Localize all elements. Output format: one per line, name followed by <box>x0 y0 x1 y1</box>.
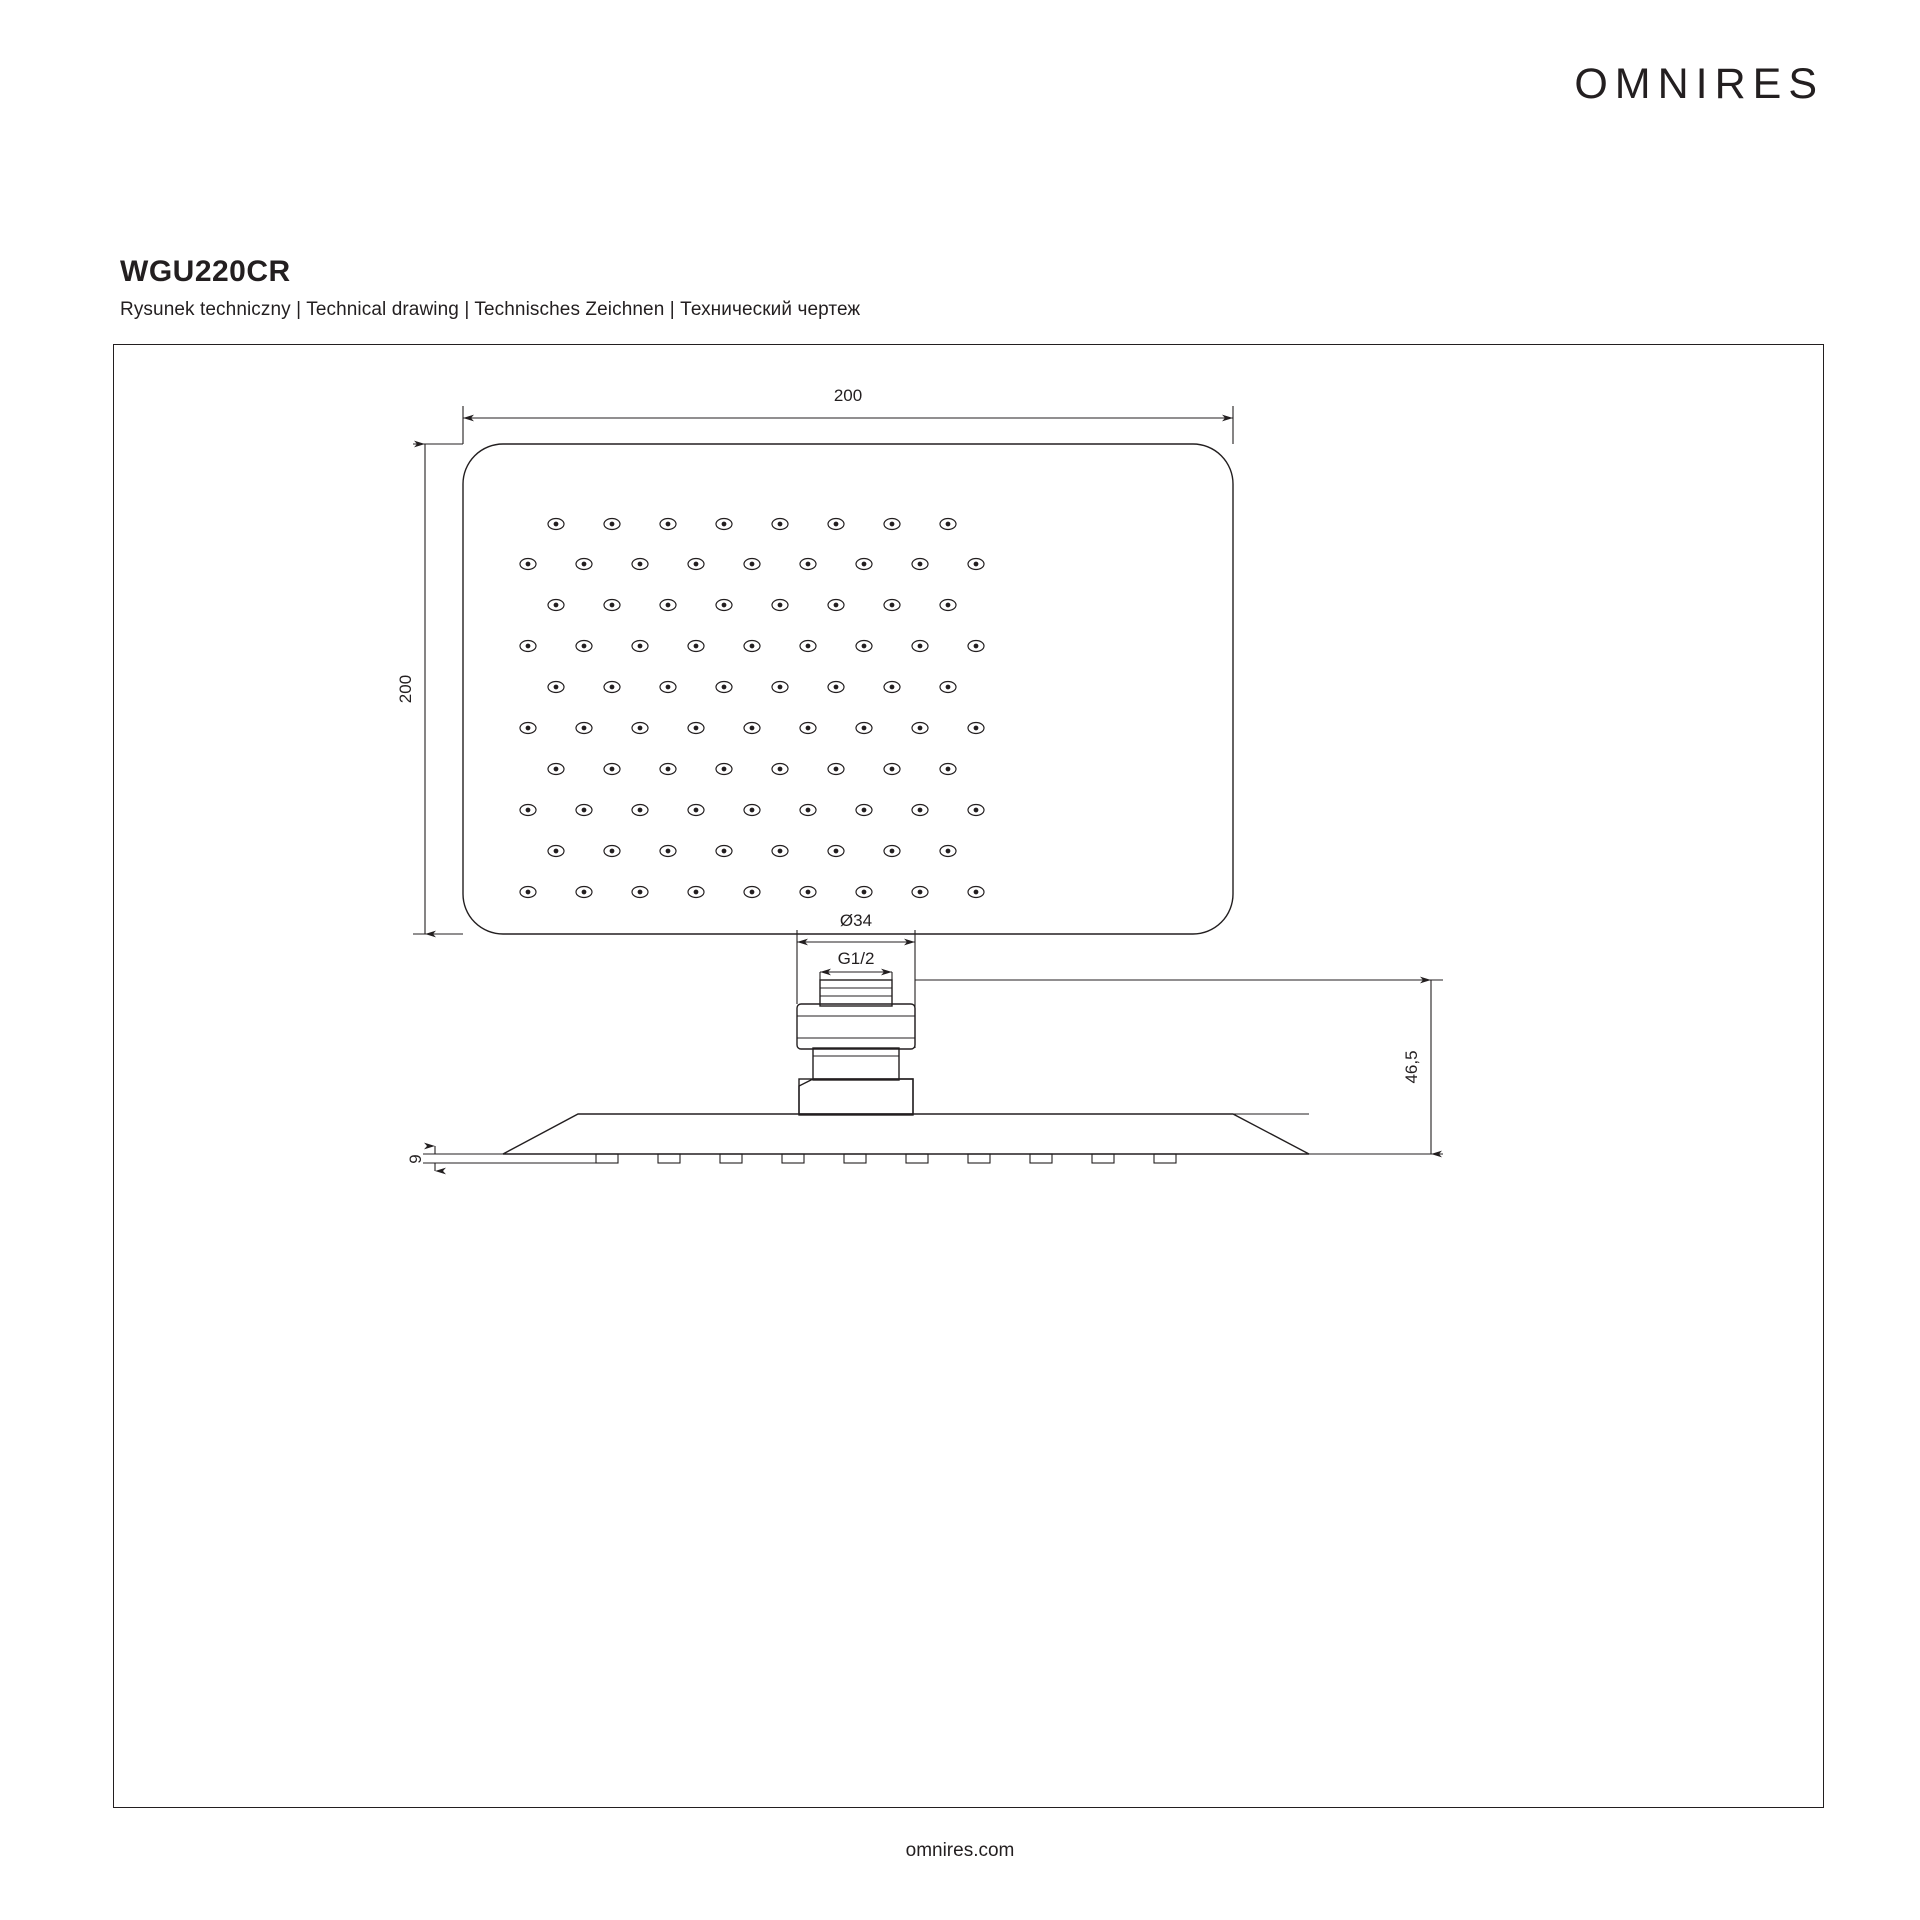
page-subtitle: Rysunek techniczny | Technical drawing | Technisches Zeichnen | Технический чертеж <box>120 299 861 320</box>
dimension-label-plate-thickness: 9 <box>406 1154 425 1164</box>
dimension-total-height <box>915 980 1443 1154</box>
dimension-label-inlet-diameter: Ø34 <box>839 911 873 930</box>
title-block <box>120 255 860 321</box>
top-view-plate <box>463 444 1233 934</box>
dimension-label-thread: G1/2 <box>837 949 875 968</box>
dimension-label-height: 200 <box>396 674 415 704</box>
page-title: WGU220CR <box>120 255 291 288</box>
brand-logo: OMNIRES <box>1574 60 1824 108</box>
dimension-plate-thickness <box>406 1146 596 1171</box>
footer-website: omnires.com <box>905 1840 1015 1861</box>
side-view-assembly <box>503 980 1309 1163</box>
technical-drawing <box>113 344 1824 1808</box>
dimension-label-width: 200 <box>833 386 863 405</box>
dimension-thread <box>820 949 892 980</box>
nozzle-grid <box>520 519 984 898</box>
dimension-label-total-height: 46,5 <box>1402 1050 1421 1084</box>
dimension-top-height <box>396 444 463 934</box>
dimension-top-width <box>463 386 1233 444</box>
